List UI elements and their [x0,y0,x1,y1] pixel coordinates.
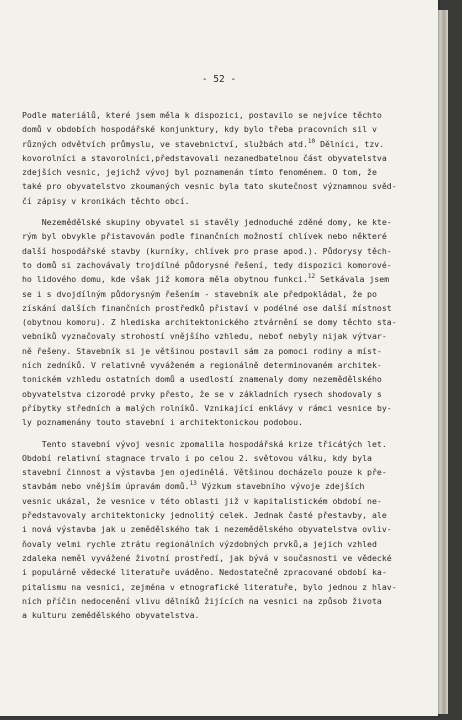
text-line: a kulturu zemědělského obyvatelstva. [22,610,200,621]
text-line: zdejších vesnic, jejichž vývoj byl poznamenán tímto fenoménem. O tom, že [22,167,377,178]
text-line: to domů si zachovávaly trojdílné půdorysné řešení, tedy dispozici komorové- [22,259,392,270]
text-line: ňovaly velmi rychle ztrátu regionálních výzdobných prvků,a jejich vzhled [22,538,377,549]
text-line: také pro obyvatelstvo zkoumaných vesnic byla tato skutečnost významnou svěd- [22,181,397,192]
paragraph-gap [22,208,390,215]
text-line: kovorolníci a stavorolníci,představovali nezanedbatelnou část obyvatelstva [22,152,387,163]
text-line: zdaleka neměl vyvážené životní prostředí, jak bývá v současnosti ve vědecké [22,552,392,563]
text-line: získání dalších finančních prostředků přistaví v podélné ose další místnost [22,302,392,313]
text-line: i nová výstavba jak u zemědělského tak i nezemědělského obyvatelstva ovliv- [22,524,392,535]
paragraph-gap [22,430,390,437]
footnote-ref-10: 10 [307,137,316,145]
text-fragment: Výzkum stavebního vývoje zdejších [196,481,365,492]
text-line: ly poznamenány touto stavební i architektonickou podobou. [22,417,303,428]
text-line: se i s dvojdílným půdorysným řešením - stavebník ale předpokládal, že po [22,288,377,299]
text-fragment: různých odvětvích průmyslu, ve stavebnictví, službách atd. [22,138,308,149]
page-number: - 52 - [201,74,237,85]
text-line: Podle materiálů, které jsem měla k dispozici, postavilo se nejvíce těchto [22,110,382,120]
body-text [22,108,397,622]
text-line: ních zedníků. V relativně vyváženém a regionálně determinovaném architek- [22,360,382,371]
text-line: představovaly architektonicky jednolitý celek. Jednak časté přestavby, ale [22,510,387,521]
text-line: Období relativní stagnace trvalo i po celou 2. světovou válku, kdy byla [22,452,372,463]
text-line: čí zápisy v kronikách těchto obcí. [22,195,190,206]
text-line: rým byl obvykle přistavován podle finančních možností chlívek nebo některé [22,231,387,242]
text-line: i populárně vědecké literatuře uváděno. Nedostatečně zpracované období ka- [22,567,387,578]
text-line: obyvatelstva cizorodé prvky přesto, že se v základních rysech shodovaly s [22,388,382,399]
text-fragment: Setkávala jsem [315,274,390,285]
text-line [22,479,390,493]
text-fragment: Dělníci, tzv. [315,138,385,149]
text-line: ně řešeny. Stavebník si je většinou postavil sám za pomoci rodiny a míst- [22,345,382,356]
footnote-ref-12: 12 [307,273,316,281]
text-fragment: stavbám nebo vnějším úpravám domů. [22,481,190,492]
text-line: vebníků vyznačovaly strohostí vnějšího vzhledu, neboť nebyly nijak výtvar- [22,331,387,342]
text-line: tonickém vzhledu ostatních domů a usedlostí znamenaly domy nezemědělského [22,374,382,385]
text-line: Tento stavební vývoj vesnic zpomalila hospodářská krize třicátých let. [22,438,387,449]
text-line: vesnic ukázal, že vesnice v této oblasti již v kapitalistickém období ne- [22,495,382,506]
text-line: ních příčin nedocenění vlivu dělníků žijících na vesnici na způsob života [22,595,382,606]
text-line: stavební činnost a výstavba jen ojedinělá. Většinou docházelo pouze k pře- [22,467,387,478]
footnote-ref-13: 13 [189,480,197,488]
text-line [22,272,390,286]
text-line: pitalismu na vesnici, zejména v etnografické literatuře, bylo jednou z hlav- [22,581,397,592]
text-line: další hospodářské stavby (kurníky, chlívek pro prase apod.). Půdorysy těch- [22,245,392,256]
text-line [22,137,390,151]
text-line: (obytnou komoru). Z hlediska architektonického ztvárnění se domy těchto sta- [22,317,397,328]
text-fragment: ho lidového domu, kde však již komora měla obytnou funkci. [22,274,308,285]
text-line: Nezemědělské skupiny obyvatel si stavěly jednoduché zděné domy, ke kte- [22,217,392,228]
text-line: domů v obdobích hospodářské konjunktury, kdy bylo třeba pracovních sil v [22,124,377,135]
text-line: příbytky středních a malých rolníků. Vznikající enklávy v rámci vesnice by- [22,402,392,413]
